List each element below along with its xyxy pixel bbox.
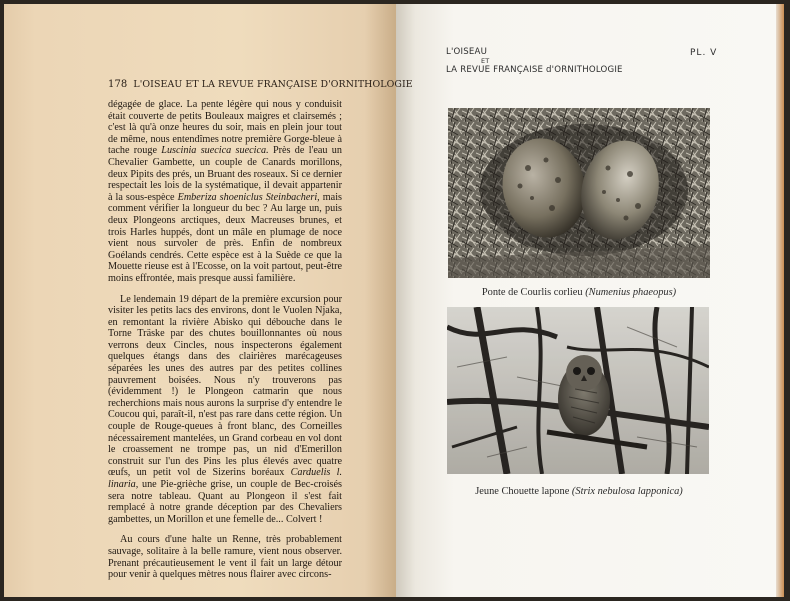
species-name: (Numenius phaeopus)	[585, 287, 677, 298]
species-name: (Strix nebulosa lapponica)	[571, 486, 683, 497]
eggs-in-nest-image	[448, 108, 710, 278]
owl-in-tree-image	[447, 307, 709, 474]
owl-caption: Jeune Chouette lapone (Strix nebulosa lapponica)	[475, 486, 683, 497]
right-page	[396, 4, 784, 597]
species-name: Carduelis l. linaria,	[108, 467, 343, 490]
paragraph-1: dégagée de glace. La pente légère qui nous y conduisit était couverte de petits Bouleaux maigres et clairsemés ; c'est là qu'à onze heures du soir, mais en plein jour tout de même, nous entendîmes notre première Gorge-bleue à tache rouge Luscinia suecica suecica. Près de l'eau un Chevalier Gambette, un couple de Canards morillons, deux Pipits des prés, un Bruant des roseaux. Si ce dernier respectait les lois de la systématique, il devait appartenir à la sous-espèce Emberiza shoeniclus Steinbacheri, mais comment vérifier la longueur du bec ? Au large un, puis deux Plongeons arctiques, deux Macreuses brunes, et trois Harles huppés, dont un mâle en plumage de noce vient nous survoler de près. Enfin de nombreux Goélands cendrés. Cette espèce est à la Suède ce que la Mouette rieuse est à l'Ecosse, on la voit partout, peut-être moins effrontée, mais presque aussi familière.	[108, 99, 342, 284]
eggs-caption: Ponte de Courlis corlieu (Numenius phaeopus)	[481, 287, 677, 298]
plate-title: L'OISEAU ET LA REVUE FRANÇAISE d'ORNITHOLOGIE	[446, 47, 623, 75]
paragraph-2: Le lendemain 19 départ de la première excursion pour visiter les petits lacs des environs, dont le Vuolen Njaka, en remontant la rivière Abisko qui débouche dans le Torne Träske par des chutes bouillonnantes où nous verrons deux Cincles, nous inspecterons également quelques étangs dans des clairières marécageuses séparées les unes des autres par des petites collines pauvrement boisées. Nous n'y trouverons pas (évidemment !) le Plongeon catmarin que nous recherchions mais nous aurons la surprise d'y entendre le Coucou qui, paraît-il, n'est pas rare dans cette région. Un couple de Rouge-queues à front blanc, des Corneilles nécessairement mantelées, un Grand corbeau en vol dont le croassement ne trompe pas, un nid d'Emerillon construit sur l'un des Pins les plus élevés avec quatre œufs, un petit vol de Sizerins boréaux Carduelis l. linaria, une Pie-grièche grise, un couple de Bec-croisés sera notre tableau. Quant au Plongeon il s'est fait remplacé à notre grande déception par des Chevaliers gambettes, un Morillon et une femelle de... Colvert !	[108, 293, 343, 525]
species-name: Emberiza shoeniclus Steinbacheri,	[177, 191, 320, 203]
running-head-title: L'OISEAU ET LA REVUE FRANÇAISE D'ORNITHOLOGIE	[133, 79, 413, 90]
species-name: Luscinia suecica suecica.	[161, 145, 269, 157]
body-text	[108, 99, 342, 581]
page-edge	[776, 4, 784, 597]
owl-photo	[447, 307, 709, 474]
plate-number: PL. V	[690, 48, 718, 58]
paragraph-3: Au cours d'une halte un Renne, très probablement sauvage, solitaire à la belle ramure, vient nous observer. Prenant précautieusement le vent il fait un large détour pour venir à quelques mètres nous flairer avec circons-	[108, 534, 342, 581]
running-head	[108, 79, 413, 90]
eggs-photo	[448, 108, 710, 278]
page-number: 178	[108, 79, 128, 90]
